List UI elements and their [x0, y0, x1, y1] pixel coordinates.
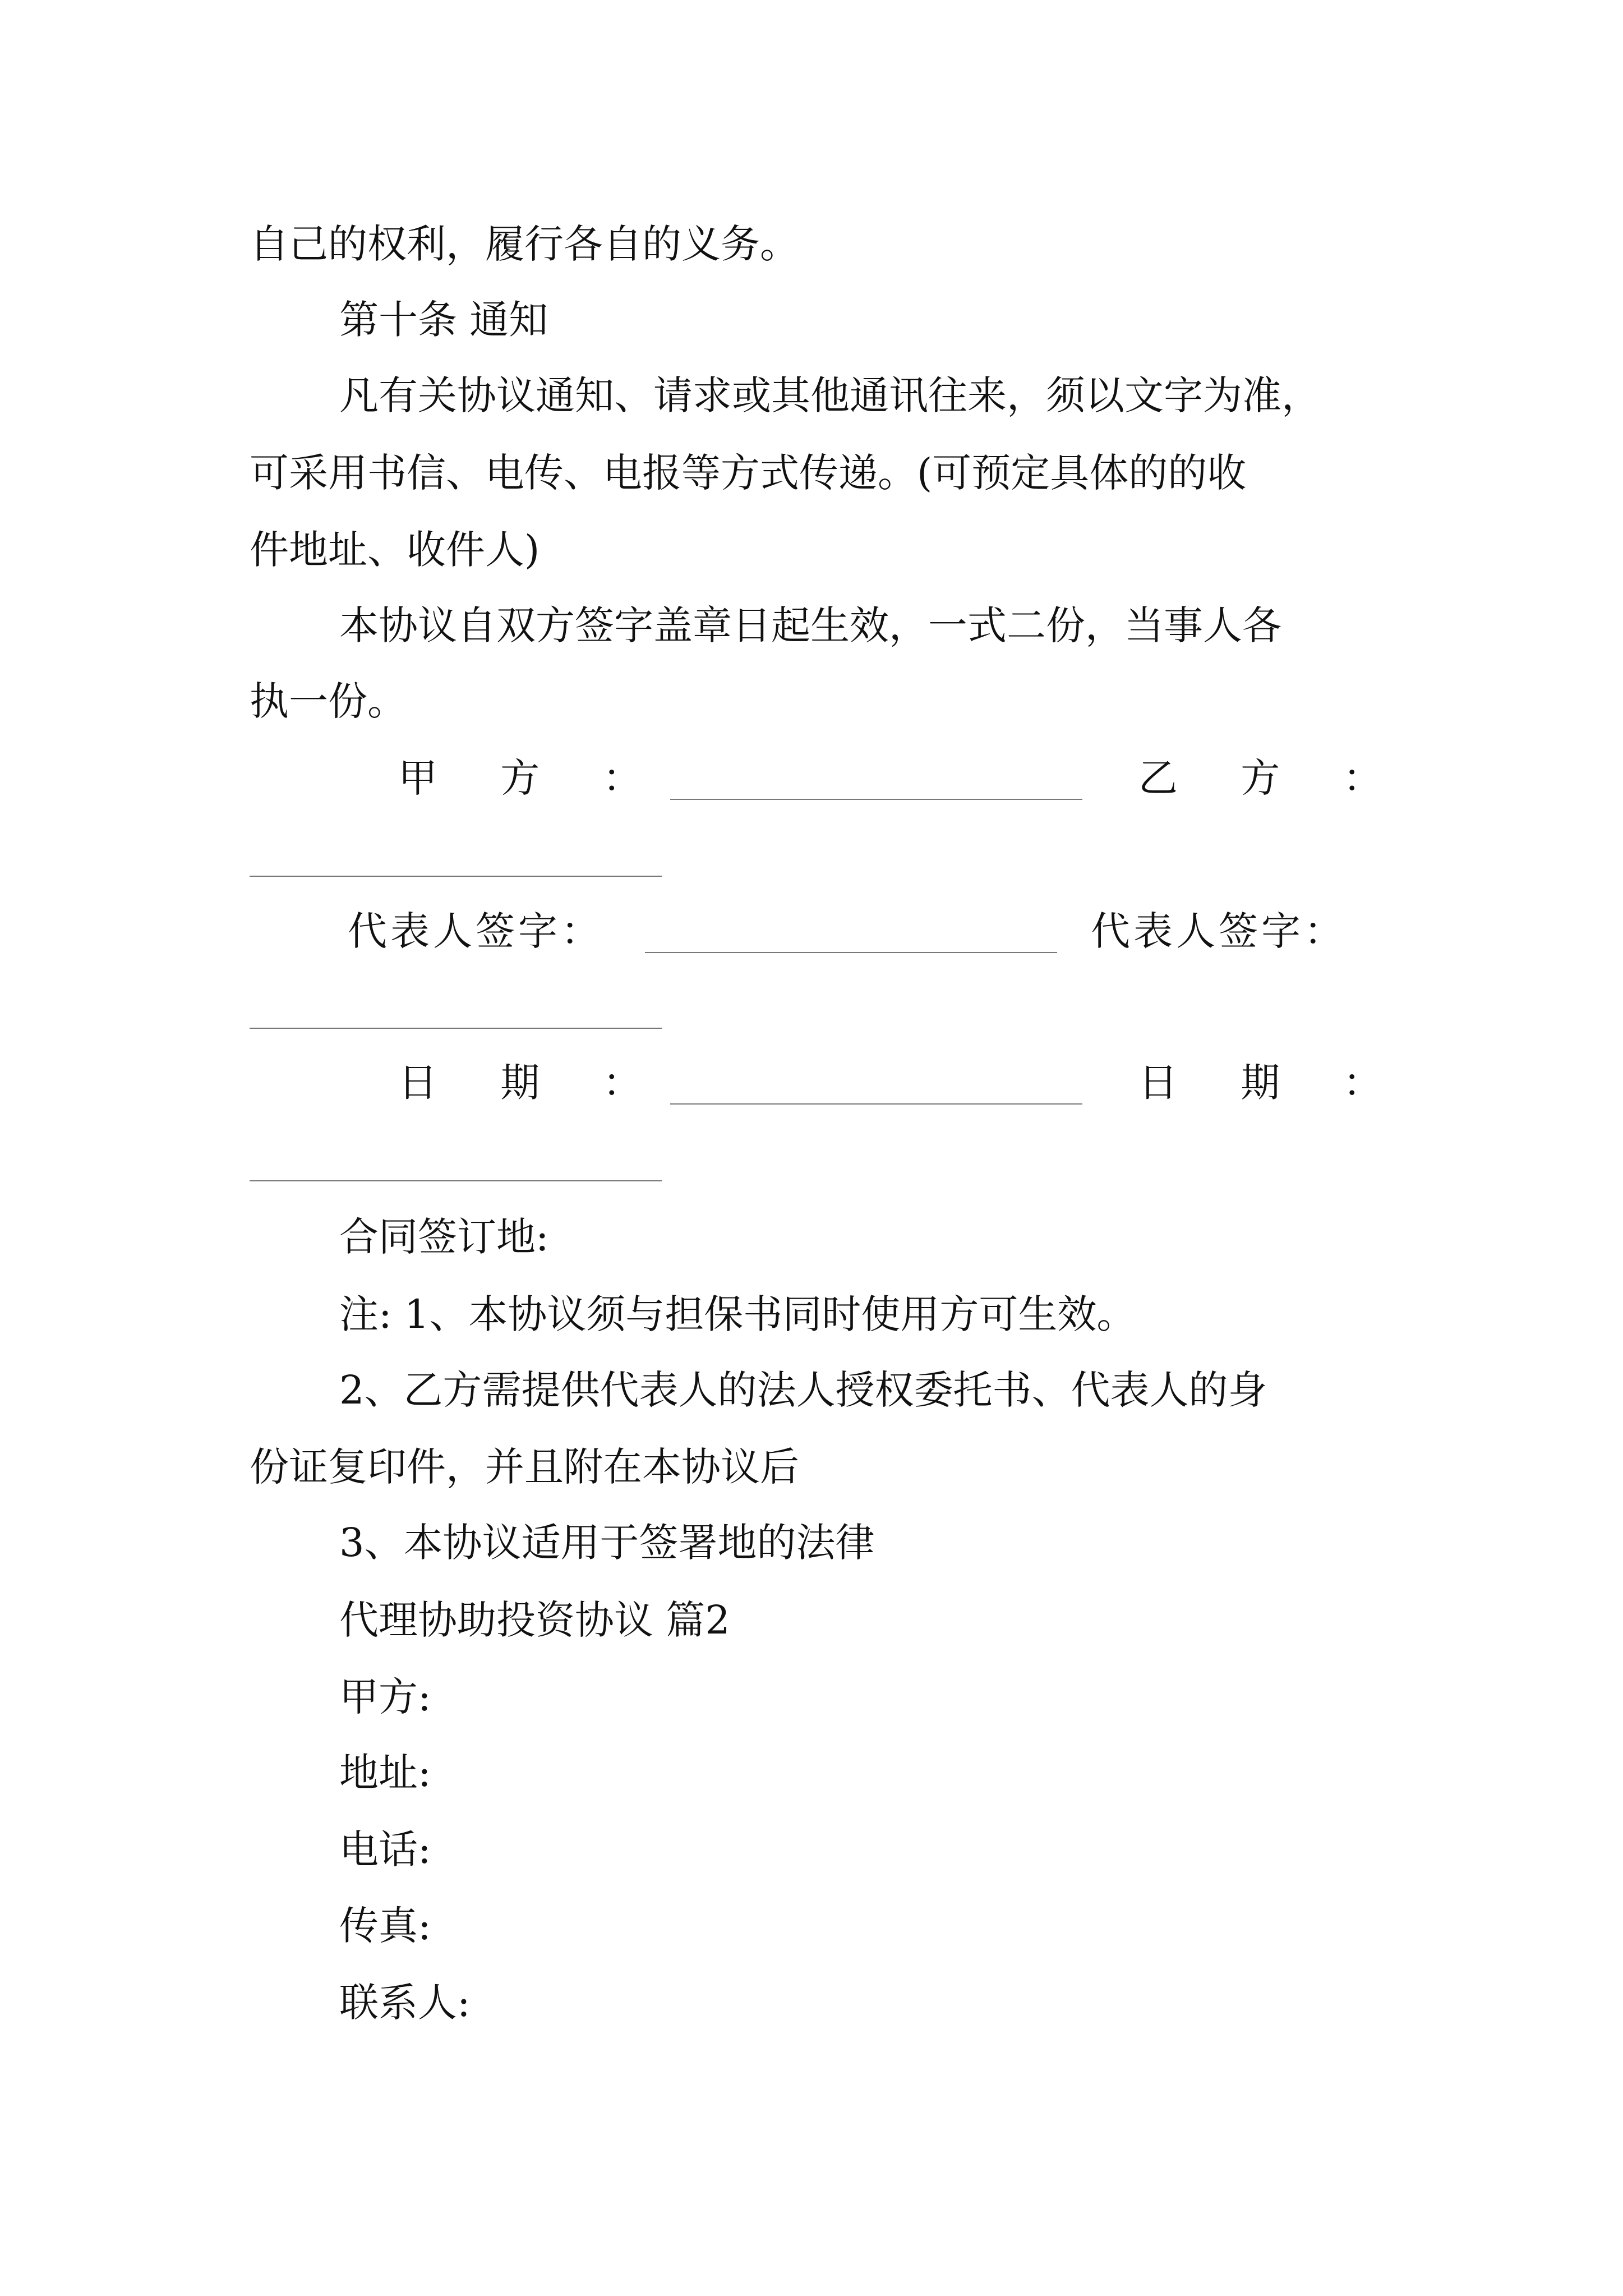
field-address: 地址: [339, 1750, 431, 1796]
article-10-heading: 第十条 通知 [339, 297, 548, 343]
notice-line-2: 可采用书信、电传、电报等方式传递。(可预定具体的的收 [250, 450, 1247, 496]
party-b-label: 乙 方 ： [1138, 755, 1382, 801]
field-contact: 联系人: [339, 1980, 471, 2026]
date-b-blank[interactable] [250, 1180, 662, 1181]
party-b-blank[interactable] [250, 876, 662, 877]
field-fax: 传真: [339, 1903, 431, 1949]
notice-line-3: 件地址、收件人) [250, 527, 540, 573]
field-phone: 电话: [339, 1826, 431, 1872]
note-2-line-2: 份证复印件，并且附在本协议后 [250, 1444, 799, 1490]
rep-sign-b-blank[interactable] [250, 1028, 662, 1029]
date-a-label: 日 期 ： [398, 1060, 642, 1106]
effect-line-2: 执一份。 [250, 678, 407, 724]
field-party-a: 甲方: [339, 1674, 431, 1720]
note-3: 3、本协议适用于签署地的法律 [339, 1520, 875, 1566]
sign-place: 合同签订地: [339, 1214, 549, 1260]
paragraph-tail: 自己的权利，履行各自的义务。 [250, 221, 799, 267]
note-2-line-1: 2、乙方需提供代表人的法人授权委托书、代表人的身 [339, 1367, 1267, 1413]
party-a-blank[interactable] [670, 799, 1082, 800]
note-1: 注: 1、本协议须与担保书同时使用方可生效。 [339, 1291, 1136, 1337]
party-a-label: 甲 方 ： [398, 755, 642, 801]
notice-line-1: 凡有关协议通知、请求或其他通讯往来，须以文字为准， [339, 372, 1321, 418]
date-a-blank[interactable] [670, 1103, 1082, 1105]
effect-line-1: 本协议自双方签字盖章日起生效，一式二份，当事人各 [339, 602, 1281, 648]
article-2-title: 代理协助投资协议 篇2 [339, 1597, 730, 1643]
rep-sign-b-label: 代表人签字： [1091, 908, 1347, 954]
rep-sign-a-label: 代表人签字： [348, 908, 603, 954]
rep-sign-a-blank[interactable] [645, 952, 1057, 953]
date-b-label: 日 期 ： [1138, 1060, 1382, 1106]
